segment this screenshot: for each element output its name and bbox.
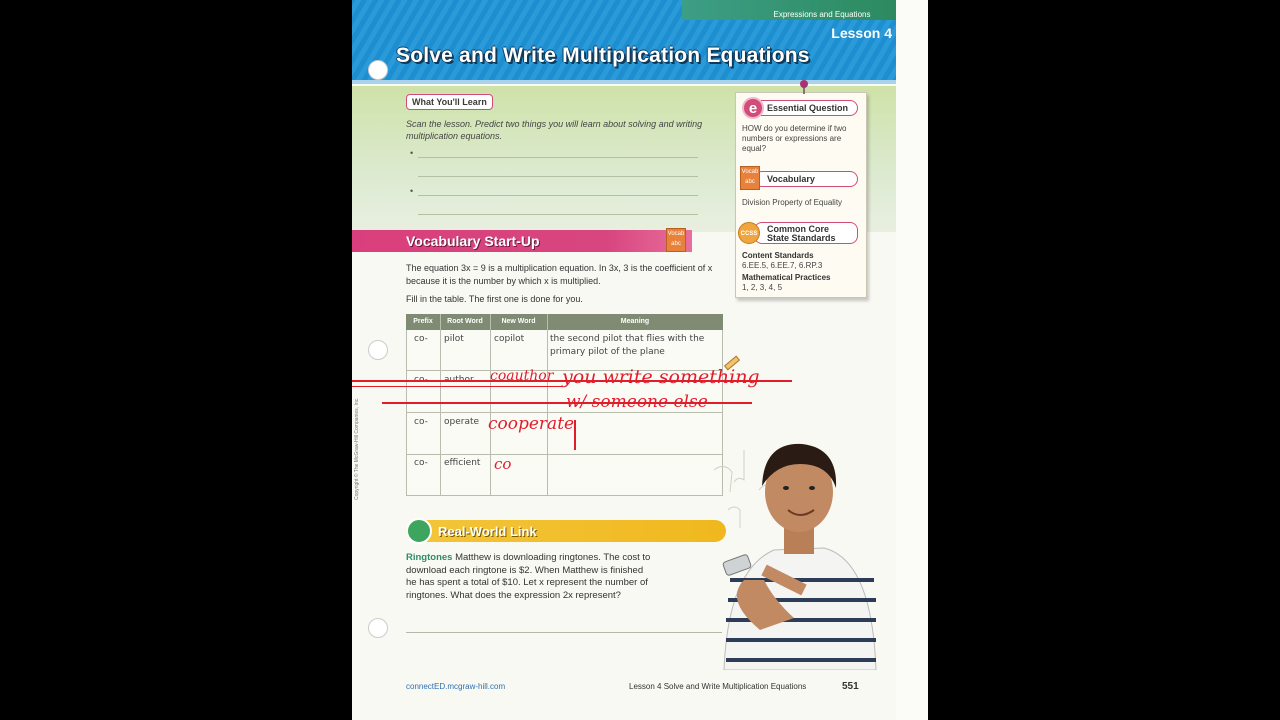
globe-icon (406, 518, 432, 544)
handwritten-strike-line (352, 386, 562, 387)
vocab-icon: Vocab abc (666, 228, 686, 252)
table-cell: co- (414, 334, 428, 344)
page-number: 551 (842, 681, 859, 692)
table-header-meaning: Meaning (547, 314, 723, 330)
real-world-text: Matthew is downloading ringtones. The cost to download each ringtone is $2. When Matthew is finished he has spent a total of $10. Let x represent the number of ringtones. What does the expression 2x represent? (406, 552, 651, 601)
bullet-1: • (410, 148, 414, 158)
table-cell: operate (444, 417, 480, 427)
answer-line[interactable] (418, 157, 698, 158)
push-pin-icon (800, 80, 808, 88)
what-youll-learn-label: What You'll Learn (406, 94, 493, 110)
copyright-notice: Copyright © The McGraw-Hill Companies, Inc. (354, 397, 360, 500)
content-standards-list: 6.EE.5, 6.EE.7, 6.RP.3 (742, 261, 823, 270)
boy-with-phone-photo (704, 430, 894, 670)
handwritten-answer: co (494, 455, 512, 473)
lesson-number: Lesson 4 (831, 25, 892, 41)
answer-line[interactable] (418, 214, 698, 215)
handwritten-answer: cooperate (488, 414, 575, 434)
table-cell: efficient (444, 458, 481, 468)
vocab-icon: Vocab abc (740, 166, 760, 190)
table-divider (547, 314, 548, 496)
handwritten-answer: you write something (562, 366, 760, 388)
vocabulary-term: Division Property of Equality (742, 198, 843, 207)
answer-line[interactable] (406, 632, 722, 633)
essential-question-text: HOW do you determine if two numbers or expressions are equal? (742, 124, 847, 153)
vocab-intro-paragraph: The equation 3x = 9 is a multiplication equation. In 3x, 3 is the coefficient of x because it is the number by which x is multiplied. (406, 263, 713, 286)
table-divider (406, 412, 723, 413)
essential-question-icon: e (742, 97, 764, 119)
table-cell: pilot (444, 334, 464, 344)
header-divider (352, 80, 896, 84)
table-input-cell[interactable] (550, 458, 720, 492)
worksheet-page (352, 0, 928, 720)
table-header-prefix: Prefix (406, 314, 440, 330)
table-cell: the second pilot that flies with the primary pilot of the plane (550, 334, 705, 357)
handwritten-answer: w/ someone else (566, 392, 708, 412)
ccss-icon: CCSS (738, 222, 760, 244)
real-world-link-title: Real-World Link (438, 524, 537, 539)
footer-lesson-title: Lesson 4 Solve and Write Multiplication Equations (629, 682, 807, 691)
vocab-instruction: Fill in the table. The first one is done for you. (406, 294, 583, 304)
handwritten-cursor-mark (574, 420, 576, 450)
math-practices-heading: Mathematical Practices (742, 273, 831, 282)
footer-url-link[interactable]: connectED.mcgraw-hill.com (406, 682, 506, 691)
section-label: Expressions and Equations (773, 10, 871, 19)
table-cell: copilot (494, 334, 525, 344)
content-standards-heading: Content Standards (742, 251, 814, 260)
ccss-label: Common Core State Standards (754, 222, 858, 244)
page-title: Solve and Write Multiplication Equations (396, 44, 810, 67)
table-cell: co- (414, 417, 428, 427)
binder-hole-icon (368, 60, 388, 80)
table-divider (490, 314, 491, 496)
bullet-2: • (410, 186, 414, 196)
vocabulary-label: Vocabulary (754, 171, 858, 187)
real-world-lead: Ringtones (406, 552, 453, 563)
real-world-problem (406, 552, 656, 602)
handwritten-answer: coauthor (490, 368, 554, 384)
table-header-root-word: Root Word (440, 314, 490, 330)
math-practices-list: 1, 2, 3, 4, 5 (742, 283, 783, 292)
binder-hole-icon (368, 618, 388, 638)
table-divider (440, 314, 441, 496)
answer-line[interactable] (418, 195, 698, 196)
vocabulary-startup-title: Vocabulary Start-Up (406, 233, 540, 249)
answer-line[interactable] (418, 176, 698, 177)
binder-hole-icon (368, 340, 388, 360)
essential-question-label: Essential Question (754, 100, 858, 116)
table-header-new-word: New Word (490, 314, 547, 330)
learn-prompt: Scan the lesson. Predict two things you will learn about solving and writing multiplication equations. (406, 119, 703, 141)
table-cell: co- (414, 458, 428, 468)
page-margin (896, 0, 928, 720)
table-divider (406, 454, 723, 455)
